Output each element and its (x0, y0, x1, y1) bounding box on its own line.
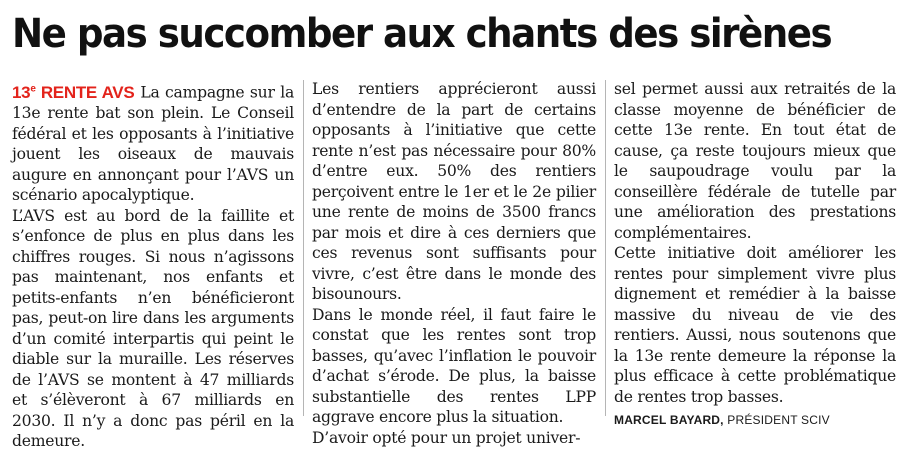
paragraph: Les rentiers apprécieront aussi d’entendre de la part de certains opposants à l’initiative que cette rente n’est pas nécessaire pour 80% d’entre eux. 50% des rentiers perçoivent entre le 1er et le 2e pilier une rente de moins de 3500 francs par mois et dire à ces derniers que ces revenus sont suffisants pour vivre, c’est être dans le monde des bisounours. (312, 80, 596, 303)
article-column-1 (12, 79, 294, 452)
paragraph: D’avoir opté pour un projet univer- (312, 428, 581, 447)
kicker-number: 13 (12, 82, 31, 102)
kicker-label: RENTE AVS (35, 82, 135, 102)
author-signature (614, 410, 896, 431)
author-name: MARCEL BAYARD, (614, 413, 724, 427)
paragraph: Cette initiative doit améliorer les rentes pour simplement vivre plus dignement et remédier à la baisse massive du niveau de vie des rentiers. Aussi, nous soutenons que la 13e rente demeure la réponse la plus efficace à cette problématique de rentes trop basses. (614, 244, 896, 406)
kicker (12, 83, 134, 102)
paragraph-text: La campagne sur la 13e rente bat son plein. Le Conseil fédéral et les opposants à l’initiative jouent les oiseaux de mauvais augure en annonçant pour l’AVS un scénario apocalyptique. (12, 83, 294, 205)
article-column-2 (312, 79, 596, 448)
column-divider (303, 80, 304, 416)
kicker-superscript: e (30, 83, 36, 94)
author-role: PRÉSIDENT SCIV (723, 413, 830, 427)
article-column-3 (614, 79, 896, 431)
paragraph: sel permet aussi aux retraités de la classe moyenne de bénéficier de cette 13e rente. En tout état de cause, ça reste toujours mieux que le saupoudrage voulu par la conseillère fédérale de tutelle par une amélioration des prestations complémentaires. (614, 80, 896, 242)
column-divider (605, 80, 606, 416)
headline: Ne pas succomber aux chants des sirènes (12, 11, 832, 57)
paragraph: Dans le monde réel, il faut faire le constat que les rentes sont trop basses, qu’avec l’inflation le pouvoir d’achat s’érode. De plus, la baisse substantielle des rentes LPP aggrave encore plus la situation. (312, 305, 596, 426)
lead-paragraph (12, 79, 294, 206)
paragraph: L’AVS est au bord de la faillite et s’enfonce de plus en plus dans les chiffres rouges. Si nous n’agissons pas maintenant, nos enfants et petits-enfants n’en bénéficieront pas, peut-on lire dans les arguments d’un comité interpartis qui peint le diable sur la muraille. Les réserves de l’AVS se montent à 47 milliards et s’élèveront à 67 milliards en 2030. Il n’y a donc pas péril en la demeure. (12, 206, 294, 451)
